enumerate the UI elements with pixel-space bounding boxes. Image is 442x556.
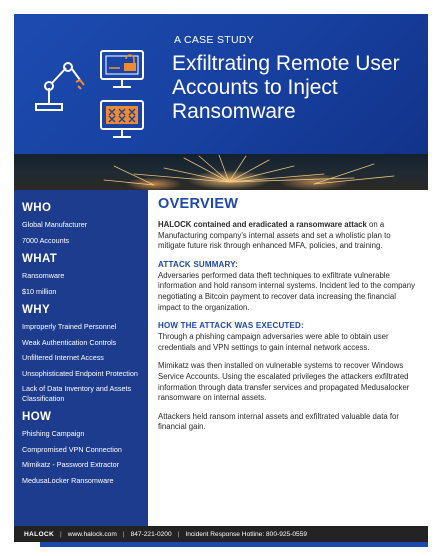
sidebar-item: Unsophisticated Endpoint Protection (22, 368, 138, 378)
page-title: Exfiltrating Remote User Accounts to Inject Ransomware (172, 52, 400, 123)
how-executed-paragraph-1: Through a phishing campaign adversaries were able to obtain user credentials and VPN settings to gain internal network access. (158, 332, 389, 352)
footer-phone: 847-221-0200 (130, 530, 172, 538)
footer-accent-stripe (40, 542, 428, 547)
sidebar-what-section (22, 253, 140, 296)
monitor-lock-icon (98, 48, 146, 92)
intro-rest-text: on a Manufacturing company’s internal assets and set a wholistic plan to mitigate future risk through enhanced MFA, policies, and training. (158, 220, 391, 251)
sidebar (14, 190, 148, 526)
how-executed-paragraph-3: Attackers held ransom internal assets and exfiltrated valuable data for financial gain. (158, 411, 399, 432)
sparks-photo (14, 154, 428, 190)
sparks-graphic (14, 154, 428, 190)
overview-heading: OVERVIEW (158, 196, 239, 212)
attack-summary-text: Adversaries performed data theft techniques to exfiltrate vulnerable information and hold ransom internal systems. Incident led to the company negotiating a Bitcoin payment to recover data increasing the financial impact to the organization. (158, 270, 416, 312)
sidebar-item: Lack of Data Inventory and Assets Classification (22, 384, 132, 403)
robot-arm-icon (32, 58, 90, 112)
footer-separator: | (60, 530, 62, 538)
sidebar-heading-what: WHAT (22, 253, 58, 265)
sidebar-item: 7000 Accounts (22, 235, 70, 245)
intro-paragraph (158, 220, 420, 252)
sidebar-how-section (22, 411, 140, 485)
sidebar-item: $10 million (22, 286, 57, 296)
sidebar-item: Ransomware (22, 271, 65, 280)
footer-brand: HALOCK (24, 530, 55, 538)
case-study-kicker: A CASE STUDY (174, 34, 255, 46)
footer-separator: | (122, 530, 125, 538)
sidebar-item: Unfiltered Internet Access (22, 353, 104, 362)
main-content (158, 196, 420, 524)
sidebar-heading-how: HOW (22, 411, 52, 423)
footer-separator: | (177, 530, 180, 538)
sidebar-heading-who: WHO (22, 202, 52, 214)
attack-summary-heading: ATTACK SUMMARY: (158, 259, 239, 269)
sidebar-item: Weak Authentication Controls (22, 337, 117, 347)
monitor-malware-icon (98, 98, 146, 142)
sidebar-item: MedusaLocker Ransomware (22, 475, 114, 485)
sidebar-item: Improperly Trained Personnel (22, 322, 117, 331)
footer-hotline: Incident Response Hotline: 800-925-0559 (185, 530, 308, 538)
header-banner (14, 14, 428, 154)
footer-website-link[interactable]: www.halock.com (67, 530, 117, 538)
how-executed-paragraph-2: Mimikatz was then installed on vulnerable systems to recover Windows Service Accounts. Using the escalated privileges the attackers exfiltrated information through data transfer services and propagated Medusalocker ransomware on internal assets. (158, 361, 410, 403)
sidebar-item: Global Manufacturer (22, 220, 88, 229)
intro-bold-text: HALOCK contained and eradicated a ransomware attack (158, 220, 367, 229)
sidebar-item: Compromised VPN Connection (22, 444, 122, 454)
sidebar-who-section (22, 202, 140, 245)
sidebar-item: Mimikatz - Password Extractor (22, 460, 120, 469)
sidebar-heading-why: WHY (22, 304, 51, 316)
how-executed-heading: HOW THE ATTACK WAS EXECUTED: (158, 321, 304, 331)
sidebar-why-section (22, 304, 140, 403)
sidebar-item: Phishing Campaign (22, 429, 85, 438)
footer-bar (14, 526, 428, 542)
